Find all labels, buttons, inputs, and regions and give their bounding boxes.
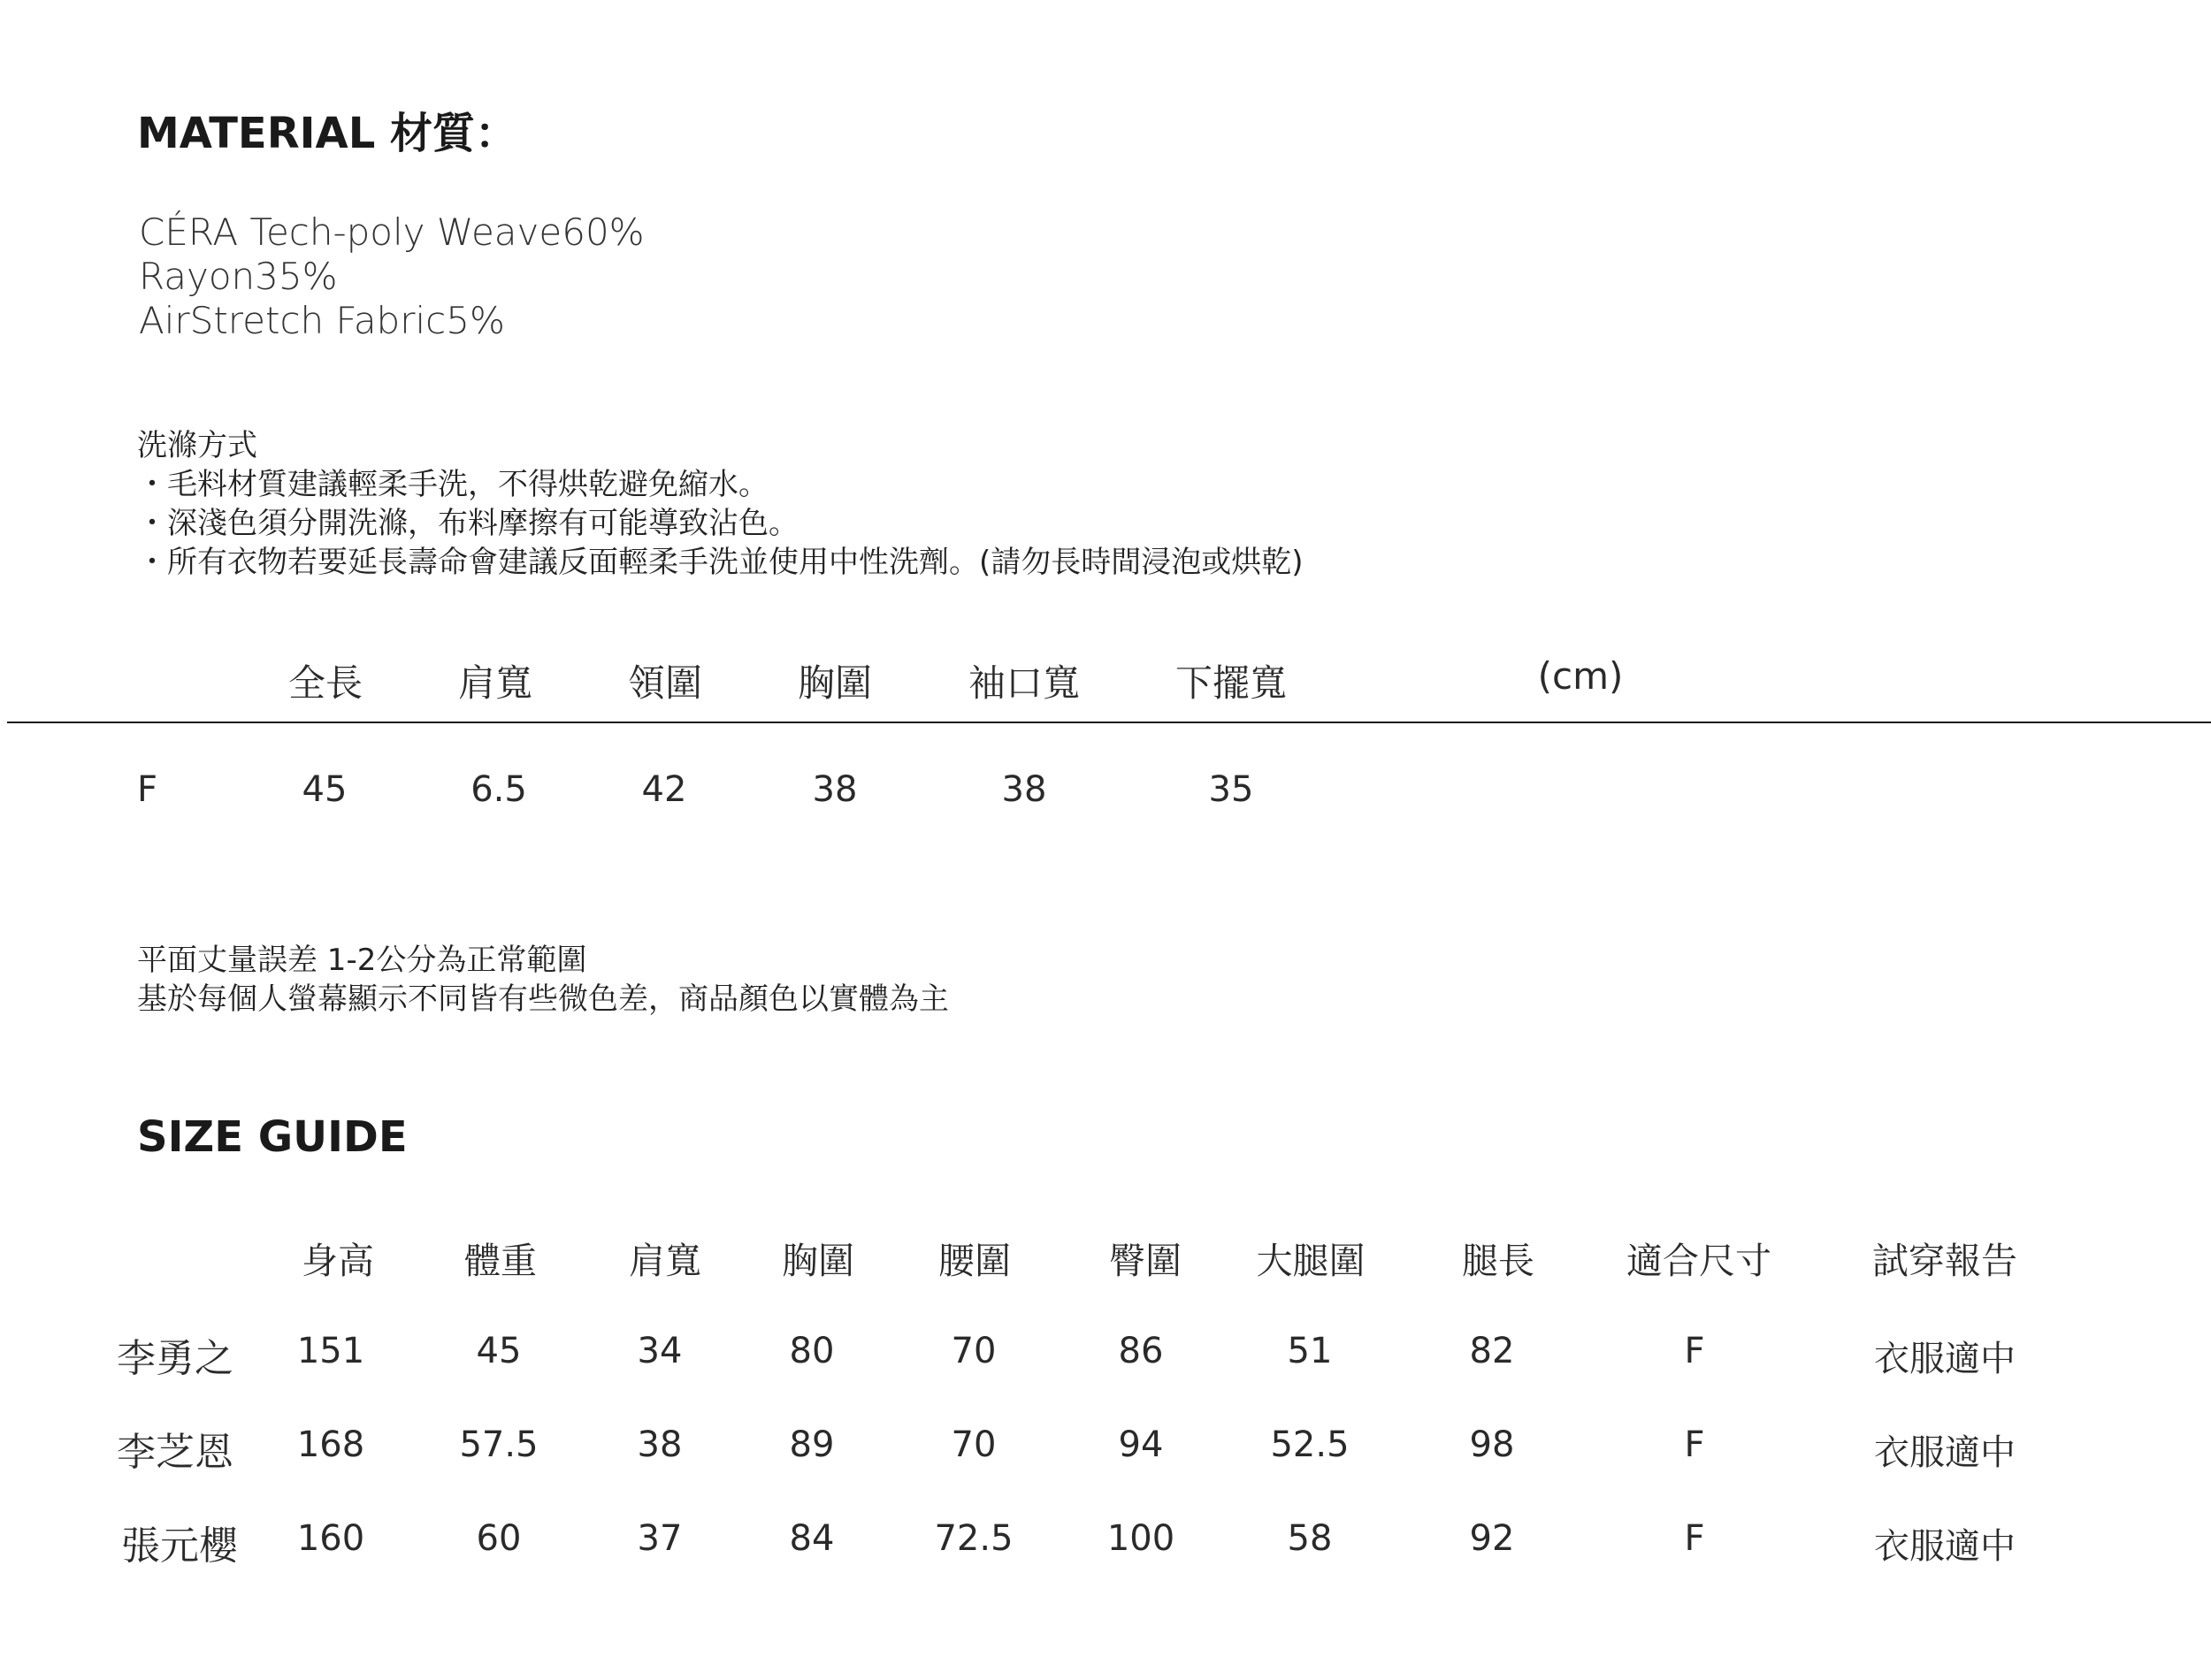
table-cell: 38 [1001,769,1047,810]
sg-header-shoulder: 肩寬 [629,1240,701,1282]
table-cell: 70 [951,1424,997,1465]
table-cell: 98 [1469,1424,1515,1465]
table-cell: 34 [637,1331,683,1371]
header-shoulder-width: 肩寬 [457,661,533,705]
note-line: 平面丈量誤差 1-2公分為正常範圍 [137,943,587,978]
table-cell: 70 [951,1331,997,1371]
table-cell: 82 [1469,1331,1515,1371]
size-label: F [137,769,158,810]
table-cell: 51 [1287,1331,1333,1371]
sg-header-leg-length: 腿長 [1462,1240,1534,1282]
measurement-notes [137,941,949,1019]
sg-header-thigh: 大腿圍 [1256,1240,1366,1282]
washing-line: ・毛料材質建議輕柔手洗，不得烘乾避免縮水。 [137,467,769,502]
table-cell: 151 [296,1331,365,1371]
sg-header-height: 身高 [302,1240,374,1282]
table-cell: 38 [637,1424,683,1465]
table-cell: 38 [812,769,858,810]
table-cell: 92 [1469,1518,1515,1559]
header-neck: 領圍 [627,661,703,705]
table-cell: 衣服適中 [1874,1526,2016,1567]
washing-instructions [137,426,1304,582]
sg-header-waist: 腰圍 [938,1240,1011,1282]
header-total-length: 全長 [287,661,363,705]
material-heading: MATERIAL 材質： [137,109,517,158]
table-cell: 衣服適中 [1874,1432,2016,1473]
material-line: CÉRA Tech-poly Weave60% [139,210,645,254]
washing-line: ・所有衣物若要延長壽命會建議反面輕柔手洗並使用中性洗劑。(請勿長時間浸泡或烘乾) [137,545,1304,580]
size-guide-heading: SIZE GUIDE [137,1112,408,1162]
table-cell: 89 [789,1424,835,1465]
table-cell: 35 [1208,769,1254,810]
table-cell: 94 [1118,1424,1164,1465]
table-cell: 100 [1106,1518,1175,1559]
table-cell: 57.5 [459,1424,539,1465]
table-cell: 60 [476,1518,522,1559]
material-line: AirStretch Fabric5% [139,299,505,342]
table-cell: 72.5 [934,1518,1014,1559]
unit-label: (cm) [1537,654,1624,698]
table-cell: F [1684,1518,1705,1559]
model-name: 張元櫻 [121,1523,238,1569]
note-line: 基於每個人螢幕顯示不同皆有些微色差，商品顏色以實體為主 [137,981,949,1017]
sg-header-chest: 胸圍 [782,1240,854,1282]
table-cell: 45 [302,769,348,810]
material-composition [139,210,645,343]
header-hem-width: 下擺寬 [1174,661,1288,705]
model-name: 李勇之 [117,1336,233,1381]
table-cell: 58 [1287,1518,1333,1559]
header-cuff-width: 袖口寬 [968,661,1081,705]
table-cell: 42 [641,769,687,810]
model-name: 李芝恩 [117,1430,233,1475]
table-cell: 80 [789,1331,835,1371]
table-cell: 84 [789,1518,835,1559]
table-cell: 168 [296,1424,365,1465]
table-cell: 160 [296,1518,365,1559]
table-cell: F [1684,1331,1705,1371]
table-cell: 6.5 [471,769,527,810]
washing-title: 洗滌方式 [137,428,257,463]
table-cell: 衣服適中 [1874,1339,2016,1379]
table-divider [7,722,2211,723]
table-cell: F [1684,1424,1705,1465]
sg-header-hip: 臀圍 [1109,1240,1182,1282]
washing-line: ・深淺色須分開洗滌，布料摩擦有可能導致沾色。 [137,506,799,541]
header-chest: 胸圍 [797,661,873,705]
table-cell: 52.5 [1270,1424,1350,1465]
table-cell: 45 [476,1331,522,1371]
table-cell: 86 [1118,1331,1164,1371]
sg-header-fit-size: 適合尺寸 [1626,1240,1771,1282]
sg-header-weight: 體重 [464,1240,537,1282]
table-cell: 37 [637,1518,683,1559]
material-line: Rayon35% [139,255,338,298]
sg-header-fit-report: 試穿報告 [1872,1240,2017,1282]
